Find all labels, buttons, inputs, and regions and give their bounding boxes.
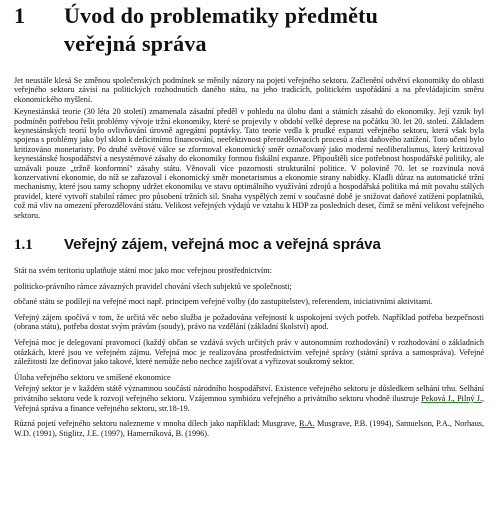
chapter-heading (14, 0, 484, 58)
body-paragraph-5: Veřejná moc je delegovaní pravomocí (každý občan se vzdává svých určitých práv v autonomním rozhodování) v rozhodování o základních otázkách, které jsou ve veřejném zájmu. Veřejná moc je realizována prostřednictvím veřejné správy (státní správa a samospráva). Veřejné záležitosti lze definovat jako takové, které nemůže nebo nechce zajišťovat a vyřizovat soukromý sektor. (14, 338, 484, 367)
body-subheading: Úloha veřejného sektoru ve smíšené ekonomice (14, 372, 171, 382)
chapter-title (64, 2, 378, 58)
body-paragraph-1: Stát na svém teritoriu uplatňuje státní moc jako moc veřejnou prostřednictvím: (14, 266, 272, 276)
body-paragraph-7 (14, 384, 484, 413)
p8-text-after: Musgrave, P.B. (1994), Samuelson, P.A., Norhaus, W.D. (1991), Stiglitz, J.E. (1997), Hamerníková, B. (1996). (14, 419, 485, 438)
intro-paragraph-2: Keynesiánská teorie (30 léta 20 století) zmamenala zásadní předěl v pohledu na úlohu dani a státních zásahů do ekonomiky. Její vznik byl podmíněn potřebou řešit problémy vývoje tržní ekonomiky, které se projevily v období velké deprese na počátku 30. let 20. století. Základem keynesiánských teorií bylo ovlivňování úrovně agregátní poptávky. Tato teorie vedla k prudké expanzi veřejného sektoru, která však byla spojena s problémy jako byl sklon k deficitnímu financování, neefektivnost přerozdělovacích procesů a růst daňového zatížení. Toto učení bylo kritizováno monetaristy. Po druhé světové válce se zformoval ekonomický směr označovaný jako moderní neoliberalismus, který kritizoval keynesiánské hospodářství a nesystémové zásahy do ekonomiky formou fiskální expanze. Připouštěli sice potřebnost hospodářské politiky, ale uznávali pouze „tržně konformní" zásahy státu. Věnovali více pozornosti strukturální politice. V polovině 70. let se rozvinula nová konzervativní ekonomie, do níž se zařazoval i ekonomický směr monetarismus a ekonomie strany nabídky. Kladli důraz na automatické tržní mechanismy, které jsou samy schopny udržet ekonomiku ve stavu optimálního využívání zdrojů a hospodářská politika má mít povahu stálých pravidel, které vytvoří stabilní rámec pro působení tržních sil. Snaha vyspělých zemí v současné době je snižovat daňové zatížení poplatníků, což má vliv na omezení přerozdělování státu. Velikost veřejných výdajů ve vztahu k HDP za posledních deset, čímž se mění velikost veřejného sektoru. (14, 107, 484, 220)
intro-text (14, 76, 484, 220)
intro-paragraph-1: Jet neustále klesá Se změnou společenských podmínek se měnily názory na pojetí veřejného sektoru. Začlenění odvětví ekonomiky do oblasti veřejného sektoru závisí na politických rozhodnutích daného státu, na jeho tradicích, politickém uspořádání a na převládajícím směru ekonomického myšlení. (14, 76, 484, 104)
section-heading (14, 236, 484, 254)
body-paragraph-4: Veřejný zájem spočívá v tom, že určitá věc nebo služba je požadována veřejností k uspokojení svých potřeb. Například potřeba bezpečnosti (obrana státu), potřeba dostat svým právům (soudy), právo na vzdělání (základní školství) apod. (14, 312, 484, 332)
body-paragraph-3: občané státu se podílejí na veřejné moci např. principem veřejné volby (do zastupitelstev), referendem, iniciativními aktivitami. (14, 297, 433, 307)
citation-musgrave-ra: R.A. (299, 419, 315, 429)
section-number: 1.1 (14, 237, 33, 254)
body-paragraph-8 (14, 419, 484, 438)
chapter-number: 1 (14, 3, 25, 28)
citation-pekova-pilny: Peková J., Pilný J. (421, 394, 482, 404)
p8-text-before: Různá pojetí veřejného sektoru nalezneme v mnoha dílech jako například: Musgrave, (14, 419, 300, 429)
chapter-title-line-1: Úvod do problematiky předmětu (64, 3, 379, 28)
p7-text-before: Veřejný sektor je v každém státě významnou součástí národního hospodářství. Existence veřejného sektoru je důsledkem selhání trhu. Selhání privátního sektoru vede k rozvoji veřejného sektoru. Vzájemnou symbiózu veřejného a privátního sektoru vhodně ilustruje (14, 384, 484, 404)
body-paragraph-2: politicko-právního rámce závazných pravidel chování všech subjektů ve společnosti; (14, 281, 292, 291)
p7-text-after: , Veřejná správa a finance veřejného sektoru, str.18-19. (14, 394, 484, 413)
chapter-title-line-2: veřejná správa (64, 31, 207, 56)
section-body (14, 266, 484, 438)
section-title: Veřejný zájem, veřejná moc a veřejná správa (64, 236, 381, 254)
